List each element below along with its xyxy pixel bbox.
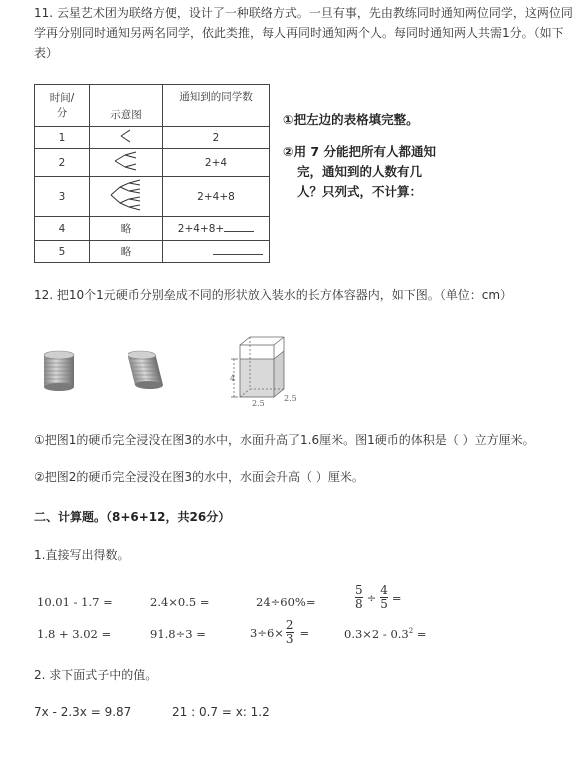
count-cell: 2+4 [163,149,270,177]
time-cell: 5 [35,241,90,263]
q12-text: 12. 把10个1元硬币分别垒成不同的形状放入装水的长方体容器内，如下图。（单位：cm） [34,288,513,302]
section2-sub2-title: 2. 求下面式子中的值。 [34,668,158,682]
equation-1: 7x - 2.3x = 9.87 [34,705,132,719]
q11-sub2-line3: 人？只列式，不计算： [297,184,423,199]
diagram-cell [90,177,163,217]
equals: = [299,625,310,640]
q11-line1: 11. 云星艺术团为联络方便，设计了一种联络方式。一旦有事，先由教练同时通知两位同学，这两位同 [34,6,573,20]
table-row [35,149,270,177]
calc-2: 2.4×0.5 = [150,595,210,609]
tree-diagram-3 [108,178,144,212]
equals: = [416,627,427,641]
header-time [35,85,90,127]
count-cell [163,217,270,241]
equation-2: 21 : 0.7 = x: 1.2 [172,705,270,719]
answer-blank[interactable] [213,254,263,255]
count-cell: 2+4+8 [163,177,270,217]
prefix: 3÷6× [250,625,284,640]
header-diagram: 示意图 [90,85,163,127]
diagram-cell [90,149,163,177]
header-count: 通知到的同学数 [163,85,270,127]
q11-line3: 表） [34,46,59,60]
fraction [355,584,363,611]
dim-height: 4 [230,374,236,383]
calc-7 [250,619,309,646]
header-time-line1: 时间/ [49,91,75,104]
count-text: 2+4+8+ [177,222,225,235]
table-row [35,241,270,263]
operator: ÷ [366,590,377,605]
denominator: 5 [380,597,388,611]
time-cell: 2 [35,149,90,177]
calc-3: 24÷60%= [256,595,316,609]
calc-5: 1.8 + 3.02 = [37,627,112,641]
time-cell: 1 [35,127,90,149]
tree-diagram-1 [116,128,136,144]
table-row [35,177,270,217]
q11-sub2-line2: 完，通知到的人数有几 [297,164,423,179]
coin-stack-1-image [42,350,76,392]
diagram-cell: 略 [90,217,163,241]
diagram-cell: 略 [90,241,163,263]
tree-diagram-2 [112,150,140,172]
fraction [380,584,388,611]
section2-sub1-title: 1.直接写出得数。 [34,548,130,562]
denominator: 8 [355,597,363,611]
equals: = [391,590,402,605]
q11-sub1: ①把左边的表格填完整。 [283,112,419,127]
time-cell: 4 [35,217,90,241]
numerator: 2 [285,618,294,632]
q12-sub1: ①把图1的硬币完全浸没在图3的水中，水面升高了1.6厘米。图1硬币的体积是（ ）立方厘米。 [34,433,535,447]
calc-6: 91.8÷3 = [150,627,206,641]
section2-title: 二、计算题。（8+6+12，共26分） [34,510,231,524]
q11-sub2-line1: ②用 7 分能把所有人都通知 [283,144,436,159]
answer-blank[interactable] [224,231,254,232]
water-container-diagram [228,333,300,409]
denominator: 3 [285,632,294,646]
time-cell: 3 [35,177,90,217]
calc-8 [344,627,427,641]
table-row [35,127,270,149]
dim-depth: 2.5 [284,394,297,403]
calc-4 [355,584,402,611]
q12-sub2: ②把图2的硬币完全浸没在图3的水中，水面会升高（ ）厘米。 [34,470,364,484]
dim-width: 2.5 [252,399,265,408]
exponent: 2 [408,627,414,636]
q11-line2: 学再分别同时通知另两名同学，依此类推，每人再同时通知两个人。每同时通知两人共需1分。（如下 [34,26,564,40]
header-time-line2: 分 [56,106,68,119]
count-cell: 2 [163,127,270,149]
count-cell [163,241,270,263]
fraction [286,619,294,646]
numerator: 5 [355,583,363,597]
table-row [35,217,270,241]
coin-stack-2-image [128,349,168,393]
diagram-cell [90,127,163,149]
numerator: 4 [380,583,388,597]
base: 0.3×2 - 0.3 [344,627,409,641]
calc-1: 10.01 - 1.7 = [37,595,113,609]
q11-table [34,84,270,263]
